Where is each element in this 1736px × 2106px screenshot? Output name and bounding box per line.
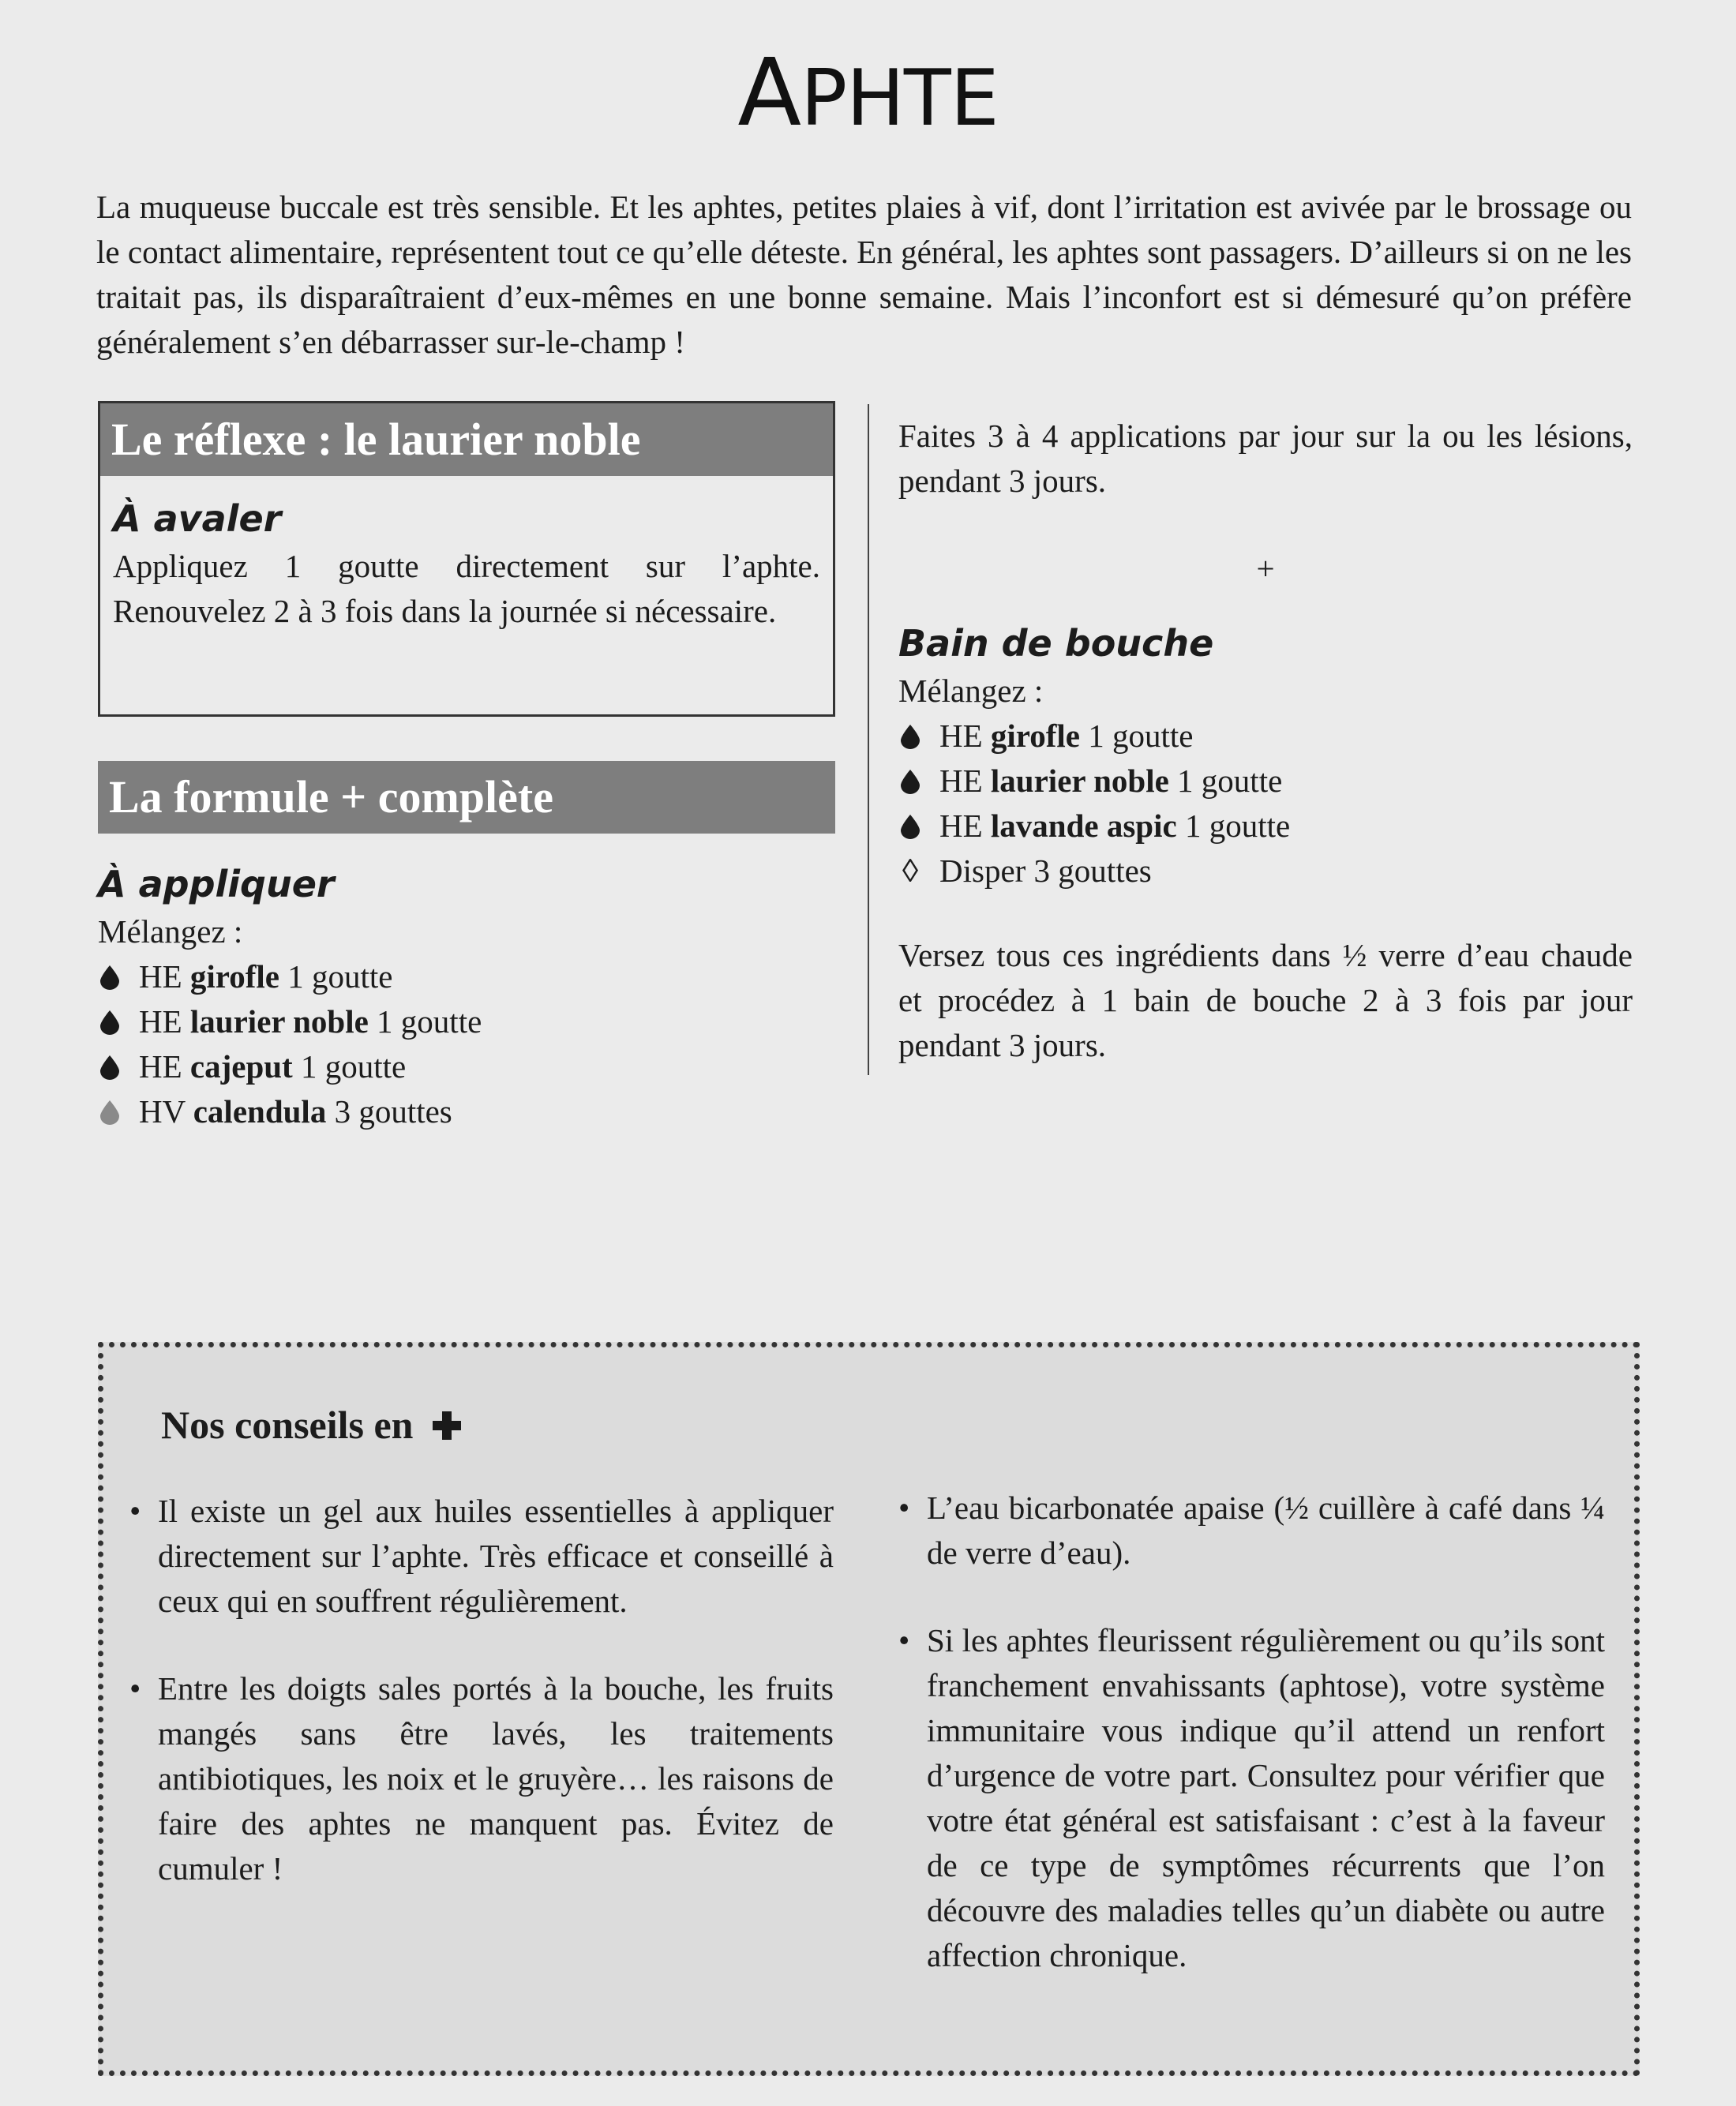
diamond-icon: ◊: [902, 853, 919, 889]
ingredient-qty: 1 goutte: [300, 1048, 407, 1085]
reflex-text: Appliquez 1 goutte directement sur l’aphte. Renouvelez 2 à 3 fois dans la journée si nécessaire.: [113, 548, 820, 629]
formula-intro: Mélangez :: [98, 913, 243, 950]
ingredient-name: calendula: [193, 1093, 327, 1130]
advice-left-column: [129, 1489, 834, 1891]
formula-body: [98, 859, 835, 1134]
reflex-heading: Le réflexe : le laurier noble: [100, 403, 833, 476]
mouthwash-subheading: Bain de bouche: [898, 622, 1214, 665]
right-column: [898, 414, 1633, 1068]
ingredient-qty: 1 goutte: [1177, 763, 1283, 799]
drop-icon: [898, 814, 922, 839]
ingredient-name: girofle: [189, 958, 279, 995]
reflex-body: [100, 476, 833, 634]
ingredient-qty: 3 gouttes: [334, 1093, 452, 1130]
title-rest: PHTE: [801, 54, 999, 144]
mouthwash-intro: Mélangez :: [898, 673, 1044, 709]
formula-continuation: Faites 3 à 4 applications par jour sur la ou les lésions, pendant 3 jours.: [898, 418, 1633, 499]
list-item: HE laurier noble 1 goutte: [98, 999, 835, 1044]
advice-right-column: [898, 1486, 1605, 1978]
advice-item: • Entre les doigts sales portés à la bouche, les fruits mangés sans être lavés, les traitements antibiotiques, les noix et le gruyère… les raisons de faire des aphtes ne manquent pas. Évitez de cumuler !: [129, 1666, 834, 1891]
advice-item: • Si les aphtes fleurissent régulièrement ou qu’ils sont franchement envahissants (aphtose), votre système immunitaire vous indique qu’il attend un renfort d’urgence de votre part. Consultez pour vérifier que votre état général est satisfaisant : c’est à la faveur de ce type de symptômes récurrents que l’on découvre des maladies telles qu’un diabète ou autre affection chronique.: [898, 1618, 1605, 1978]
formula-heading: La formule + complète: [98, 761, 835, 834]
list-item: HE lavande aspic 1 goutte: [898, 804, 1633, 849]
ingredient-name: girofle: [990, 718, 1080, 754]
mouthwash-instructions: Versez tous ces ingrédients dans ½ verre d’eau chaude et procédez à 1 bain de bouche 2 à 3 fois par jour pendant 3 jours.: [898, 937, 1633, 1063]
intro-text: La muqueuse buccale est très sensible. Et les aphtes, petites plaies à vif, dont l’irritation est avivée par le brossage ou le contact alimentaire, représentent tout ce qu’elle déteste. En général, les aphtes sont passagers. D’ailleurs si on ne les traitait pas, ils disparaîtraient d’eux-mêmes en une bonne semaine. Mais l’inconfort est si démesuré qu’on préfère généralement s’en débarrasser sur-le-champ !: [96, 189, 1632, 360]
plus-sign: +: [1256, 550, 1275, 586]
ingredient-qty: 1 goutte: [1184, 808, 1291, 844]
list-item: HE girofle 1 goutte: [98, 954, 835, 999]
reflex-box: [98, 401, 835, 717]
advice-item: • L’eau bicarbonatée apaise (½ cuillère à café dans ¼ de verre d’eau).: [898, 1486, 1605, 1576]
bullet: •: [129, 1670, 141, 1707]
formula-list: [98, 954, 835, 1134]
list-item: HE cajeput 1 goutte: [98, 1044, 835, 1089]
light-drop-icon: [98, 1100, 122, 1125]
mouthwash-list: [898, 714, 1633, 894]
list-item: HE girofle 1 goutte: [898, 714, 1633, 759]
advice-title: Nos conseils en: [161, 1400, 463, 1449]
list-item: HV calendula 3 gouttes: [98, 1089, 835, 1134]
page-title: [0, 38, 1736, 147]
list-item: HE laurier noble 1 goutte: [898, 759, 1633, 804]
drop-icon: [98, 1055, 122, 1080]
drop-icon: [98, 1010, 122, 1035]
advice-item: • Il existe un gel aux huiles essentielles à appliquer directement sur l’aphte. Très efficace et conseillé à ceux qui en souffrent régulièrement.: [129, 1489, 834, 1624]
list-item: [898, 849, 1633, 894]
intro-paragraph: [96, 185, 1632, 365]
reflex-subheading: À avaler: [113, 497, 282, 540]
ingredient-qty: 1 goutte: [1088, 718, 1194, 754]
title-initial: A: [737, 38, 801, 147]
drop-icon: [898, 769, 922, 794]
bullet: •: [898, 1490, 910, 1526]
ingredient-qty: 1 goutte: [377, 1003, 482, 1040]
bullet: •: [898, 1622, 910, 1658]
bullet: •: [129, 1493, 141, 1529]
cross-icon: [431, 1403, 463, 1435]
drop-icon: [98, 965, 122, 990]
column-divider: [868, 404, 869, 1075]
disperse-text: Disper 3 gouttes: [939, 853, 1152, 889]
formula-subheading: À appliquer: [98, 863, 335, 905]
ingredient-name: laurier noble: [189, 1003, 369, 1040]
ingredient-name: laurier noble: [990, 763, 1169, 799]
ingredient-qty: 1 goutte: [287, 958, 393, 995]
ingredient-name: cajeput: [189, 1048, 293, 1085]
drop-icon: [898, 724, 922, 749]
ingredient-name: lavande aspic: [990, 808, 1177, 844]
